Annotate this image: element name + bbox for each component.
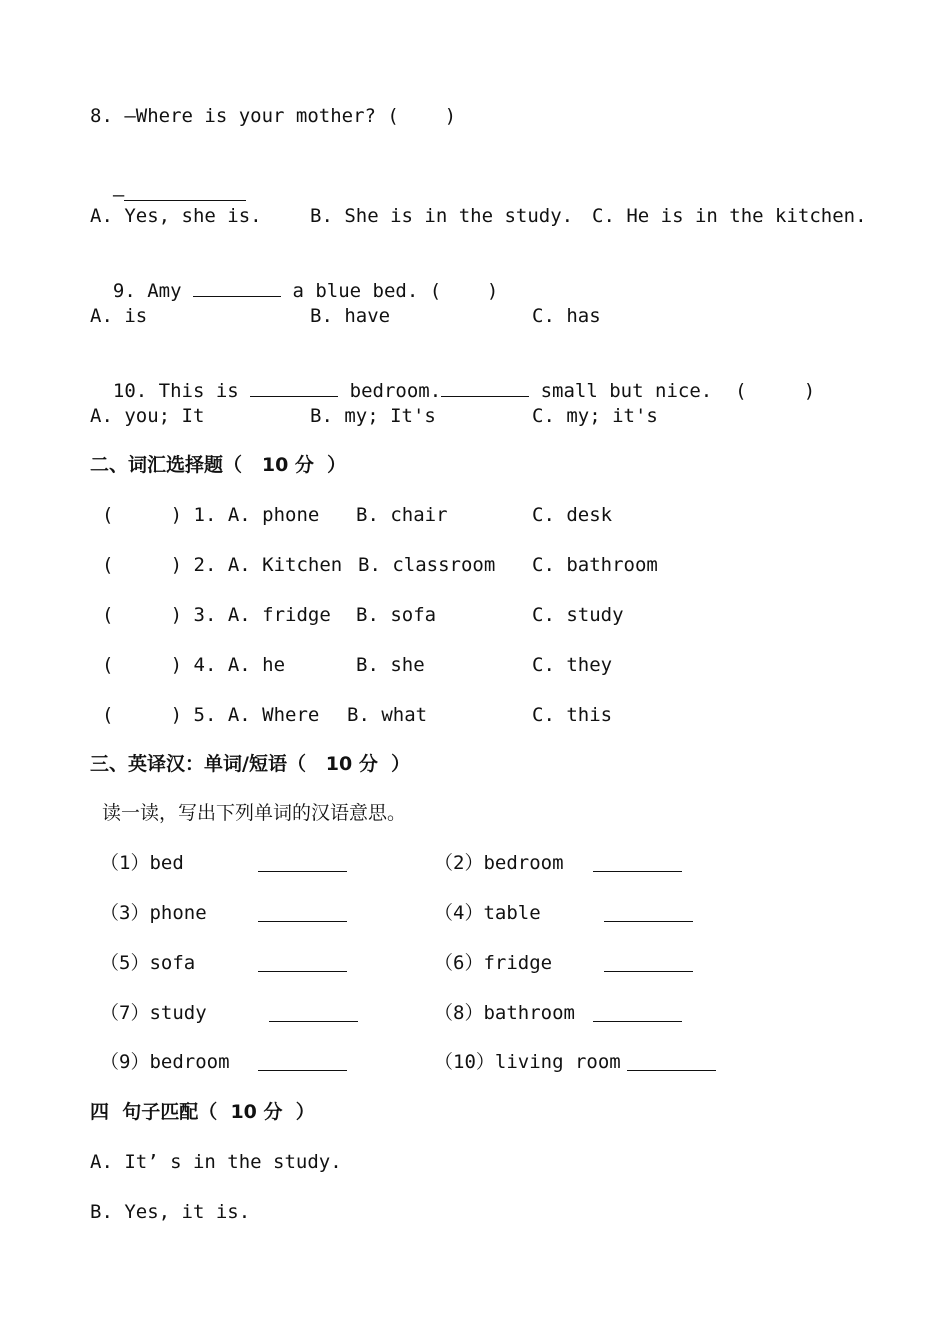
q9-option-c: C. has xyxy=(532,305,601,327)
s3-blank-6[interactable] xyxy=(604,953,693,972)
q10-option-a: A. you; It xyxy=(90,405,205,427)
q10-post: small but nice. ( ) xyxy=(540,380,816,402)
s3-item-10: （10）living room xyxy=(434,1051,621,1073)
s3-item-5: （5）sofa xyxy=(100,952,196,974)
s2-row4-c: C. they xyxy=(532,654,613,676)
s2-row2-a: ( ) 2. A. Kitchen xyxy=(102,554,343,576)
q8-option-b: B. She is in the study. xyxy=(310,205,574,227)
s2-row5-c: C. this xyxy=(532,704,613,726)
q9-post: a blue bed. ( ) xyxy=(292,280,499,302)
s3-item-4: （4）table xyxy=(434,902,541,924)
s2-row3-b: B. sofa xyxy=(356,604,437,626)
section3-instruction: 读一读，写出下列单词的汉语意思。 xyxy=(102,802,407,824)
section3-title: 三、英译汉：单词/短语（ 10 分 ） xyxy=(90,753,411,775)
s3-blank-7[interactable] xyxy=(269,1003,358,1022)
s3-item-6: （6）fridge xyxy=(434,952,553,974)
s2-row3-a: ( ) 3. A. fridge xyxy=(102,604,331,626)
s2-row1-c: C. desk xyxy=(532,504,613,526)
s3-blank-1[interactable] xyxy=(258,853,347,872)
q9-pre: 9. Amy xyxy=(112,280,182,302)
s3-blank-9[interactable] xyxy=(258,1052,347,1071)
section4-title: 四 句子匹配（ 10 分 ） xyxy=(90,1101,315,1123)
section2-title: 二、词汇选择题（ 10 分 ） xyxy=(90,454,347,476)
s2-row2-b: B. classroom xyxy=(358,554,496,576)
q10-mid: bedroom. xyxy=(349,380,442,402)
s2-row3-c: C. study xyxy=(532,604,624,626)
s3-blank-2[interactable] xyxy=(593,853,682,872)
q8-option-a: A. Yes, she is. xyxy=(90,205,262,227)
s4-sentence-a: A. It’ s in the study. xyxy=(90,1151,342,1173)
q9-question xyxy=(90,254,498,303)
q9-option-a: A. is xyxy=(90,305,148,327)
s4-sentence-b: B. Yes, it is. xyxy=(90,1201,251,1223)
s3-blank-4[interactable] xyxy=(604,903,693,922)
s3-blank-3[interactable] xyxy=(258,903,347,922)
q8-answer-blank[interactable] xyxy=(124,182,246,201)
q10-pre: 10. This is xyxy=(112,380,239,402)
s3-item-2: （2）bedroom xyxy=(434,852,564,874)
q10-blank-2[interactable] xyxy=(441,378,529,397)
q9-option-b: B. have xyxy=(310,305,391,327)
s2-row1-a: ( ) 1. A. phone xyxy=(102,504,320,526)
s3-blank-10[interactable] xyxy=(627,1052,716,1071)
s3-item-3: （3）phone xyxy=(100,902,207,924)
s2-row4-a: ( ) 4. A. he xyxy=(102,654,286,676)
s2-row2-c: C. bathroom xyxy=(532,554,658,576)
s3-item-9: （9）bedroom xyxy=(100,1051,230,1073)
s3-blank-8[interactable] xyxy=(593,1003,682,1022)
s2-row5-a: ( ) 5. A. Where xyxy=(102,704,320,726)
q8-question: 8. —Where is your mother? ( ) xyxy=(90,105,457,127)
q10-option-b: B. my; It's xyxy=(310,405,436,427)
q8-option-c: C. He is in the kitchen. xyxy=(592,205,867,227)
q8-answer-dash: — xyxy=(112,184,125,206)
q10-question xyxy=(90,354,815,403)
q9-blank[interactable] xyxy=(193,278,281,297)
s3-item-1: （1）bed xyxy=(100,852,184,874)
q8-answer-line xyxy=(90,158,246,207)
q10-option-c: C. my; it's xyxy=(532,405,658,427)
s2-row4-b: B. she xyxy=(356,654,425,676)
s2-row1-b: B. chair xyxy=(356,504,448,526)
s3-item-8: （8）bathroom xyxy=(434,1002,575,1024)
s3-blank-5[interactable] xyxy=(258,953,347,972)
s2-row5-b: B. what xyxy=(347,704,428,726)
s3-item-7: （7）study xyxy=(100,1002,207,1024)
q10-blank-1[interactable] xyxy=(250,378,338,397)
